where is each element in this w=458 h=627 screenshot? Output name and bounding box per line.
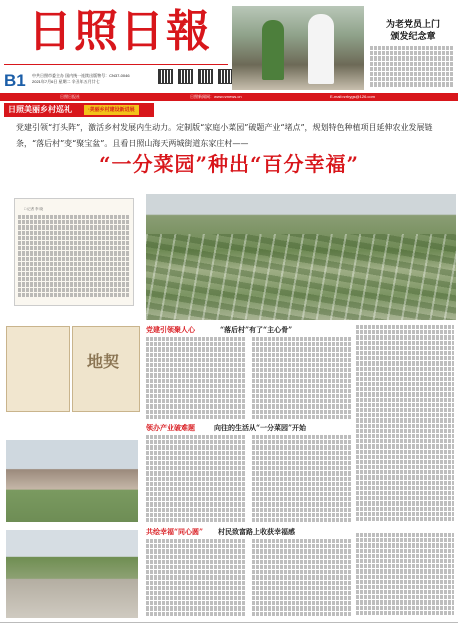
section-subtag: ·美丽乡村建设新进展 [84,105,139,115]
masthead-rule [4,64,228,65]
body-column [146,337,246,421]
body-column [252,435,352,523]
body-column [356,533,454,619]
body-column [356,325,454,525]
meta-line-2: 2021年7月6日 星期二 辛丑年五月廿七 [32,79,100,84]
info-bar-right: E-mail:rzrbygs@126.com [330,94,375,99]
qr-code [198,69,213,84]
headline: “一分菜园”种出“百分幸福” [98,152,359,176]
certificate-photo [6,326,70,412]
intro-text [18,215,130,300]
masthead-title: 日照日報 [28,6,212,57]
certificate-photo [72,326,140,412]
footer-rule [0,622,458,623]
section-tag: 日照美丽乡村巡礼 [4,103,154,117]
feature-photo [232,6,364,90]
meta-line-1: 中共日照市委主办 国内统一连续出版物号：CN37-0046 [32,73,130,78]
info-bar [0,93,458,101]
feature-body [370,46,454,90]
masthead-meta [32,73,130,85]
body-column [252,337,352,421]
byline: □ 记者 李 晓 [24,207,44,211]
body-column [252,539,352,619]
qr-code [178,69,193,84]
info-bar-left: 日照日报社 [60,94,80,99]
page-number: B1 [4,71,26,90]
subhead-2b: 向往的生活从“一分菜园”开始 [214,423,307,432]
village-street-photo [6,530,138,618]
qr-code [158,69,173,84]
person-figure [308,14,334,84]
subhead-3b: 村民致富路上收获幸福感 [218,527,295,536]
aerial-photo [146,194,456,320]
seal-glyph: 地契 [87,352,120,371]
feature-title: 为老党员上门 颁发纪念章 [385,19,440,41]
info-bar-mid: 日照新闻网：www.rznews.cn [190,94,242,99]
qr-code [218,69,233,84]
body-column [146,435,246,523]
subhead-2: 领办产业破难题 [146,423,195,432]
subhead-1b: “落后村”有了“主心骨” [220,325,293,334]
kicker: 党建引领“打头阵”，激活乡村发展内生动力。定制版“家庭小菜园”破题产业“堵点”，规划特色种植项目延伸农业发展链条，“落后村”变“聚宝盆”。且看日照山海天两城街道东家庄村—— [16,123,433,148]
body-column [146,539,246,619]
person-figure [262,20,284,80]
subhead-3: 共绘幸福“同心圆” [146,527,204,536]
subhead-1: 党建引领聚人心 [146,325,195,334]
courtyard-photo [6,440,138,522]
